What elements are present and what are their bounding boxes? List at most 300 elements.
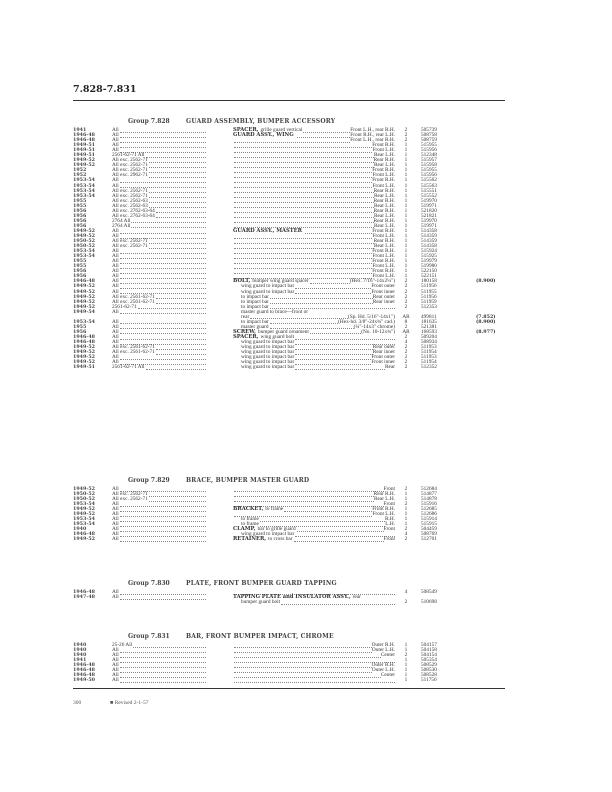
part-description: to impact bar	[241, 293, 269, 300]
group-number: Group 7.830	[128, 580, 170, 587]
header-rule	[73, 100, 505, 101]
quantity: 1	[404, 657, 408, 664]
year: 1949-52	[73, 298, 96, 305]
year: 1946-48	[73, 278, 96, 285]
dot-leader	[146, 365, 206, 370]
model: All	[112, 258, 119, 265]
revision-note: ■ Revised 2-1-57	[110, 700, 149, 706]
year: 1940	[73, 647, 87, 654]
group-title: PLATE, FRONT BUMPER GUARD TAPPING	[186, 580, 337, 587]
group-7-828	[73, 116, 513, 370]
position-detail: Front	[383, 526, 395, 533]
model: All	[112, 127, 119, 133]
dot-leader	[120, 532, 206, 537]
part-number: 508530	[421, 667, 437, 674]
position-detail: Front	[383, 501, 395, 508]
year: 1949-52	[73, 511, 96, 518]
part-number: 508758	[421, 132, 437, 139]
part-number: 511959	[421, 298, 437, 305]
dot-leader	[120, 648, 206, 653]
part-name: GUARD ASSY., WING	[233, 132, 294, 139]
quantity: 1	[404, 253, 408, 260]
part-number: 505739	[421, 127, 437, 133]
part-number: 514359	[421, 238, 437, 245]
quantity: 4	[404, 589, 408, 595]
group-number: Group 7.829	[128, 477, 170, 484]
model: All	[112, 333, 119, 340]
part-number: 180158	[421, 278, 437, 285]
year: 1947-48	[73, 594, 96, 601]
quantity: 1	[404, 258, 408, 265]
quantity: 1	[404, 273, 408, 280]
quantity: 2	[404, 137, 408, 144]
model: All exc. 2562-71	[112, 162, 148, 169]
quantity: 1	[404, 662, 408, 669]
year: 1946-48	[73, 589, 96, 595]
part-description: to impact bar	[241, 298, 269, 305]
table-row	[73, 537, 513, 542]
description-cell	[241, 600, 395, 605]
part-number: 515914	[421, 516, 437, 523]
part-number: 514877	[421, 491, 437, 498]
model: All	[112, 137, 119, 144]
dot-leader	[234, 178, 372, 183]
quantity: 2	[404, 486, 408, 492]
dot-leader	[234, 663, 372, 668]
year: 1955	[73, 323, 87, 330]
dot-leader	[270, 320, 338, 325]
position-detail: Front R.H., rear L.H.	[350, 132, 395, 139]
dot-leader	[149, 492, 206, 497]
dot-leader	[234, 244, 374, 249]
dot-leader	[297, 527, 384, 532]
part-number: 512353	[421, 303, 437, 310]
model: All exc. 2562-71	[112, 187, 148, 194]
model: All	[112, 278, 119, 285]
group-header	[73, 578, 513, 590]
year: 1949-50	[73, 677, 96, 684]
dot-leader	[149, 497, 206, 502]
quantity: 1	[404, 667, 408, 674]
year: 1956	[73, 222, 87, 229]
model: All	[112, 328, 119, 335]
quantity: 1	[404, 202, 408, 209]
model: All	[112, 652, 119, 659]
year: 1953-54	[73, 182, 96, 189]
quantity: 1	[404, 217, 408, 224]
dot-leader	[131, 224, 206, 229]
model: 2764 All	[112, 222, 131, 229]
quantity: 8	[404, 318, 408, 325]
dot-leader	[120, 310, 206, 315]
dot-leader	[120, 522, 206, 527]
dot-leader	[120, 269, 206, 274]
position-detail: Outer L.H.	[371, 647, 395, 654]
position-detail: Front R.H.	[372, 142, 395, 149]
part-number: 511956	[421, 293, 437, 300]
position-detail: Rear L.H.	[373, 192, 395, 199]
group-header	[73, 631, 513, 643]
dot-leader	[270, 300, 373, 305]
part-number: 515956	[421, 172, 437, 179]
model: All	[112, 323, 119, 330]
part-number: 512348	[421, 152, 437, 159]
model: All	[112, 253, 119, 260]
quantity: 1	[404, 222, 408, 229]
quantity: 1	[404, 142, 408, 149]
quantity: 1	[404, 212, 408, 219]
part-number: 515551	[421, 187, 437, 194]
part-number: 505354	[421, 657, 437, 664]
year: 1950-52	[73, 491, 96, 498]
dot-leader	[120, 325, 206, 330]
dot-leader	[120, 502, 206, 507]
description-cell	[233, 678, 395, 683]
dot-leader	[295, 532, 395, 537]
dot-leader	[295, 360, 371, 365]
part-name: GUARD ASSY., MASTER	[233, 227, 302, 234]
dot-leader	[120, 259, 206, 264]
part-description: bar to grille guard	[257, 526, 296, 533]
part-name: SPACER,	[233, 127, 259, 133]
quantity: 1	[404, 157, 408, 164]
part-description: wing guard bolt	[260, 333, 295, 340]
dot-leader	[234, 487, 384, 492]
position-detail: (No. 10-12x¾")	[361, 328, 395, 335]
dot-leader	[120, 658, 206, 663]
model: All	[112, 511, 119, 518]
part-number: 515562	[421, 177, 437, 184]
quantity: AR	[402, 328, 410, 335]
dot-leader	[295, 355, 371, 360]
model: All	[112, 677, 119, 684]
dot-leader	[120, 590, 206, 595]
dot-leader	[234, 209, 374, 214]
part-number: 508529	[421, 662, 437, 669]
dot-leader	[234, 269, 372, 274]
quantity: 2	[404, 298, 408, 305]
model: All	[112, 132, 119, 139]
model: All exc. 2562-71	[112, 238, 148, 245]
year: 1940	[73, 526, 87, 533]
dot-leader	[120, 512, 206, 517]
year: 1949-54	[73, 308, 96, 315]
part-description: master guard to brace—front or	[241, 308, 309, 315]
dot-leader	[120, 138, 206, 143]
footer-rule	[73, 688, 505, 689]
model: 2561-62-71	[112, 303, 137, 310]
quantity: 2	[404, 288, 408, 295]
model-cell	[112, 537, 206, 542]
dot-leader	[120, 668, 206, 673]
year: 1953-54	[73, 192, 96, 199]
dot-leader	[234, 497, 374, 502]
model: All exc. 2561-62-71	[112, 349, 155, 356]
part-number: 515957	[421, 157, 437, 164]
position-detail: Rear L.H.	[373, 152, 395, 159]
position-detail: Rear	[385, 364, 395, 371]
part-number: 515955	[421, 142, 437, 149]
year: 1956	[73, 217, 87, 224]
part-number: 511956	[421, 283, 437, 290]
part-description: wing guard to impact bar	[241, 354, 295, 361]
reference-group: (8.977)	[476, 328, 496, 335]
position-detail: Front L.H.	[372, 182, 395, 189]
model: 25-26 All	[112, 642, 133, 648]
reference-group: (7.852)	[476, 313, 496, 320]
year: 1949-51	[73, 147, 96, 154]
model: All	[112, 486, 119, 492]
dot-leader	[120, 254, 206, 259]
model: All exc. 2562-71	[112, 491, 148, 498]
dot-leader	[120, 335, 206, 340]
model: All	[112, 531, 119, 538]
table-row	[73, 365, 513, 370]
model: All exc. 2762-63-64	[112, 212, 155, 219]
quantity: 2	[404, 536, 408, 543]
dot-leader	[133, 643, 206, 648]
position-detail: Front R.H.	[372, 268, 395, 275]
model: All	[112, 536, 119, 543]
part-name: TAPPING PLATE and INSULATOR ASSY.,	[233, 594, 351, 601]
dot-leader	[234, 143, 372, 148]
part-number: 519971	[421, 202, 437, 209]
part-number: 511955	[421, 288, 437, 295]
part-description: wing guard to impact bar	[241, 283, 295, 290]
part-number: 515955	[421, 167, 437, 174]
part-name: SCREW,	[233, 328, 256, 335]
position-detail: Front R.H.	[372, 506, 395, 513]
year: 1949-52	[73, 293, 96, 300]
quantity: 1	[404, 647, 408, 654]
dot-leader	[120, 663, 206, 668]
dot-leader	[156, 345, 206, 350]
quantity: 1	[404, 207, 408, 214]
part-number: 181635	[421, 318, 437, 325]
dot-leader	[149, 189, 206, 194]
dot-leader	[149, 244, 206, 249]
group-number: Group 7.828	[128, 118, 170, 125]
dot-leader	[234, 492, 374, 497]
part-number: 519971	[421, 222, 437, 229]
quantity: 1	[404, 177, 408, 184]
dot-leader	[234, 153, 374, 158]
year: 1952	[73, 172, 87, 179]
part-name: SPACER,	[233, 333, 259, 340]
dot-leader	[234, 173, 372, 178]
part-number: 510698	[421, 599, 437, 606]
group-7-830	[73, 578, 513, 605]
dot-leader	[295, 350, 373, 355]
model: All exc. 2562-71	[112, 496, 148, 503]
model: All	[112, 248, 119, 255]
dot-leader	[234, 148, 372, 153]
quantity: 1	[404, 268, 408, 275]
position-detail: Front L.H., rear R.H.	[350, 137, 395, 144]
dot-leader	[234, 234, 372, 239]
part-number: 511953	[421, 354, 437, 361]
part-number: 508759	[421, 137, 437, 144]
position-detail: Rear R.H.	[373, 217, 395, 224]
position-detail: Rear L.H.	[373, 212, 395, 219]
year: 1953-54	[73, 318, 96, 325]
quantity: 2	[404, 127, 408, 133]
quantity: 1	[404, 147, 408, 154]
dot-leader	[234, 653, 381, 658]
dot-leader	[310, 279, 350, 284]
dot-leader	[295, 345, 373, 350]
model: All	[112, 308, 119, 315]
quantity: 1	[404, 182, 408, 189]
model: All	[112, 657, 119, 664]
part-description: to impact bar	[241, 318, 269, 325]
part-number: 512686	[421, 511, 437, 518]
quantity: AR	[402, 313, 410, 320]
dot-leader	[270, 295, 373, 300]
dot-leader	[260, 517, 385, 522]
part-number: 519970	[421, 197, 437, 204]
year: 1949-51	[73, 364, 96, 371]
part-number: 514358	[421, 243, 437, 250]
quantity: 1	[404, 516, 408, 523]
part-description: wing guard to impact bar	[241, 338, 295, 345]
dot-leader	[120, 274, 206, 279]
dot-leader	[120, 143, 206, 148]
model: All	[112, 268, 119, 275]
quantity: 2	[404, 278, 408, 285]
dot-leader	[234, 668, 372, 673]
year: 1949-52	[73, 349, 96, 356]
year: 1956	[73, 207, 87, 214]
quantity: 1	[404, 162, 408, 169]
position-detail: R.H.	[384, 516, 395, 523]
quantity: 4	[404, 531, 408, 538]
year: 1952	[73, 167, 87, 174]
model: All	[112, 667, 119, 674]
model: 2764 All	[112, 217, 131, 224]
quantity: 1	[404, 238, 408, 245]
model: 2561-62-71 All	[112, 152, 145, 159]
position-detail: Front outer	[371, 354, 395, 361]
part-description: to cross bar	[268, 536, 293, 543]
part-description: wing guard to impact bar	[241, 364, 295, 371]
model: All exc. 2562-71	[112, 157, 148, 164]
dot-leader	[234, 219, 374, 224]
part-number: 512685	[421, 506, 437, 513]
quantity: 1	[404, 506, 408, 513]
part-number: 504154	[421, 652, 437, 659]
model: All exc. 2561-62-71	[112, 293, 155, 300]
dot-leader	[156, 350, 206, 355]
quantity: 1	[404, 152, 408, 159]
part-number: 504459	[421, 526, 437, 533]
year: 1949-52	[73, 344, 96, 351]
position-detail: Front R.H.	[372, 227, 395, 234]
year: 1946-48	[73, 338, 96, 345]
dot-leader	[281, 600, 395, 605]
dot-leader	[156, 209, 206, 214]
part-name: BOLT,	[233, 278, 251, 285]
part-description: wing guard to impact bar	[241, 344, 295, 351]
year: 1946-48	[73, 672, 96, 679]
dot-leader	[295, 335, 395, 340]
part-description: rear	[241, 313, 250, 320]
year: 1955	[73, 263, 87, 270]
quantity: 1	[404, 187, 408, 194]
dot-leader	[146, 153, 206, 158]
dot-leader	[120, 133, 206, 138]
reference-group: (8.900)	[476, 318, 496, 325]
model: All	[112, 359, 119, 366]
group-7-831	[73, 631, 513, 683]
dot-leader	[156, 214, 206, 219]
dot-leader	[234, 673, 381, 678]
part-number: 521820	[421, 207, 437, 214]
dot-leader	[234, 158, 374, 163]
dot-leader	[120, 249, 206, 254]
dot-leader	[234, 643, 372, 648]
dot-leader	[234, 239, 374, 244]
dot-leader	[120, 517, 206, 522]
position-detail: Front L.H.	[372, 232, 395, 239]
position-detail: Front	[383, 486, 395, 492]
model: All	[112, 589, 119, 595]
year: 1941	[73, 127, 87, 133]
dot-leader	[305, 229, 372, 234]
dot-leader	[149, 163, 206, 168]
position-detail: Front L.H.	[372, 147, 395, 154]
model: 2561-62-71 All	[112, 364, 145, 371]
model: All	[112, 232, 119, 239]
part-number: 521821	[421, 212, 437, 219]
dot-leader	[120, 537, 206, 542]
dot-leader	[234, 264, 372, 269]
dot-leader	[310, 330, 361, 335]
quantity: 1	[404, 263, 408, 270]
quantity: 1	[404, 248, 408, 255]
part-description: master guard	[241, 323, 269, 330]
position-detail: Rear outer	[372, 293, 395, 300]
model: All	[112, 354, 119, 361]
model: All	[112, 288, 119, 295]
quantity: 2	[404, 293, 408, 300]
dot-leader	[234, 189, 374, 194]
part-description: wing guard to impact bar	[241, 531, 295, 538]
dot-leader	[120, 279, 206, 284]
dot-leader	[234, 184, 372, 189]
part-description: grille guard vertical	[260, 127, 303, 133]
dot-leader	[234, 163, 374, 168]
dot-leader	[234, 678, 395, 683]
model: All	[112, 263, 119, 270]
year: 1956	[73, 328, 87, 335]
dot-leader	[149, 239, 206, 244]
dot-leader	[120, 284, 206, 289]
dot-leader	[156, 300, 206, 305]
dot-leader	[295, 290, 371, 295]
year: 1949-52	[73, 227, 96, 234]
model: All	[112, 142, 119, 149]
dot-leader	[120, 678, 206, 683]
part-description: bumper guard ornament	[257, 328, 309, 335]
part-number: 514358	[421, 227, 437, 234]
quantity: 2	[404, 349, 408, 356]
group-title: BAR, FRONT BUMPER IMPACT, CHROME	[186, 633, 334, 640]
part-number: 519980	[421, 263, 437, 270]
position-detail: Front inner	[371, 359, 395, 366]
quantity: 2	[404, 283, 408, 290]
part-number: 511756	[421, 677, 437, 684]
